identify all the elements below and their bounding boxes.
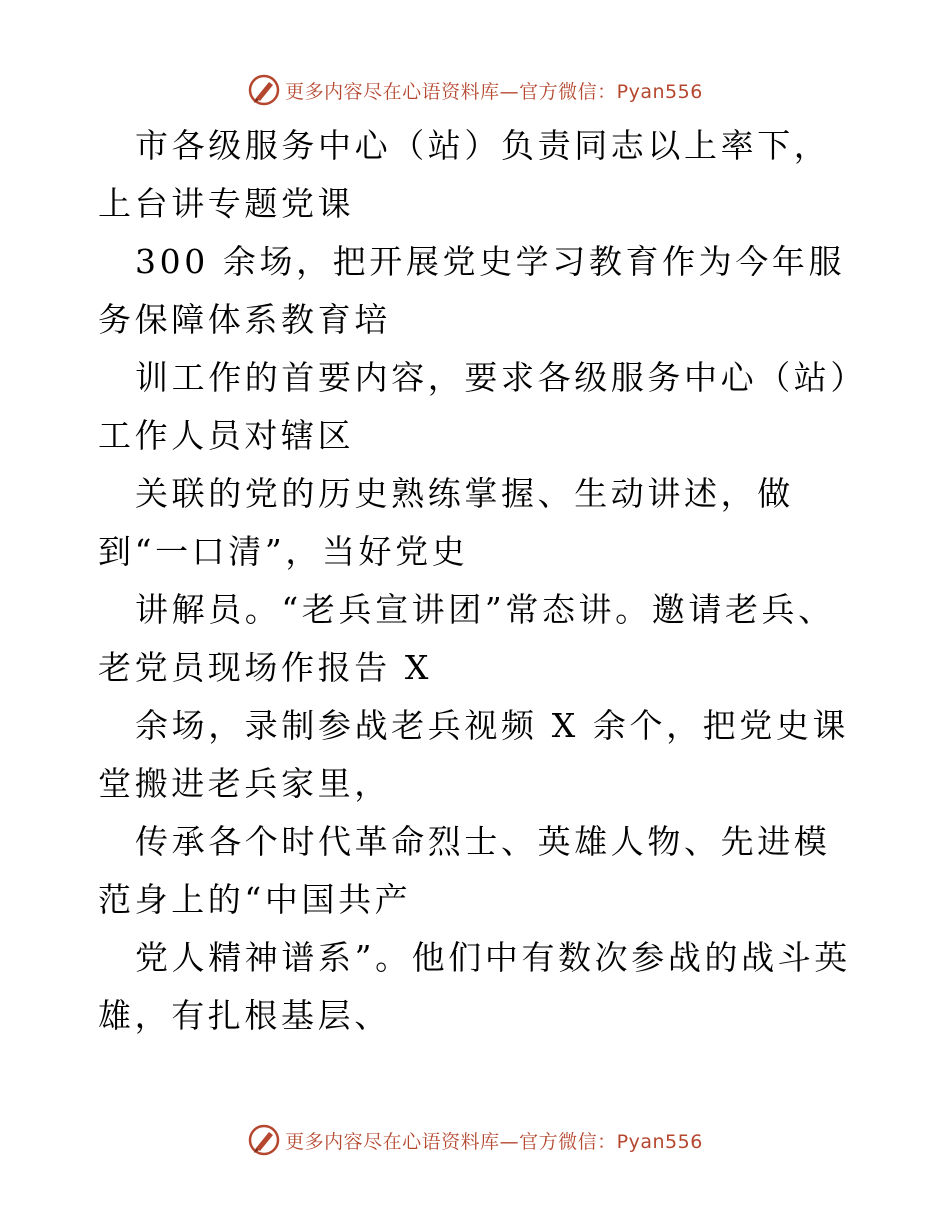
paragraph: 关联的党的历史熟练掌握、生动讲述，做到“一口清”，当好党史 <box>98 474 794 571</box>
paragraph: 300 余场，把开展党史学习教育作为今年服务保障体系教育培 <box>98 242 846 339</box>
paragraph: 训工作的首要内容，要求各级服务中心（站）工作人员对辖区 <box>98 358 851 455</box>
paragraph: 传承各个时代革命烈士、英雄人物、先进模范身上的“中国共产 <box>98 822 831 919</box>
paragraph: 市各级服务中心（站）负责同志以上率下，上台讲专题党课 <box>98 126 831 223</box>
document-body <box>98 117 858 1045</box>
footer-banner-text: 更多内容尽在心语资料库—官方微信：Pyan556 <box>285 1130 703 1153</box>
paragraph: 余场，录制参战老兵视频 X 余个，把党史课堂搬进老兵家里， <box>98 706 850 803</box>
page-footer <box>0 1120 950 1160</box>
pen-logo-icon <box>247 73 281 107</box>
pen-logo-icon <box>247 1123 281 1157</box>
page-header <box>0 70 950 110</box>
header-banner-text: 更多内容尽在心语资料库—官方微信：Pyan556 <box>285 80 703 103</box>
paragraph: 党人精神谱系”。他们中有数次参战的战斗英雄，有扎根基层、 <box>98 938 851 1035</box>
paragraph: 讲解员。“老兵宣讲团”常态讲。邀请老兵、老党员现场作报告 X <box>98 590 835 687</box>
